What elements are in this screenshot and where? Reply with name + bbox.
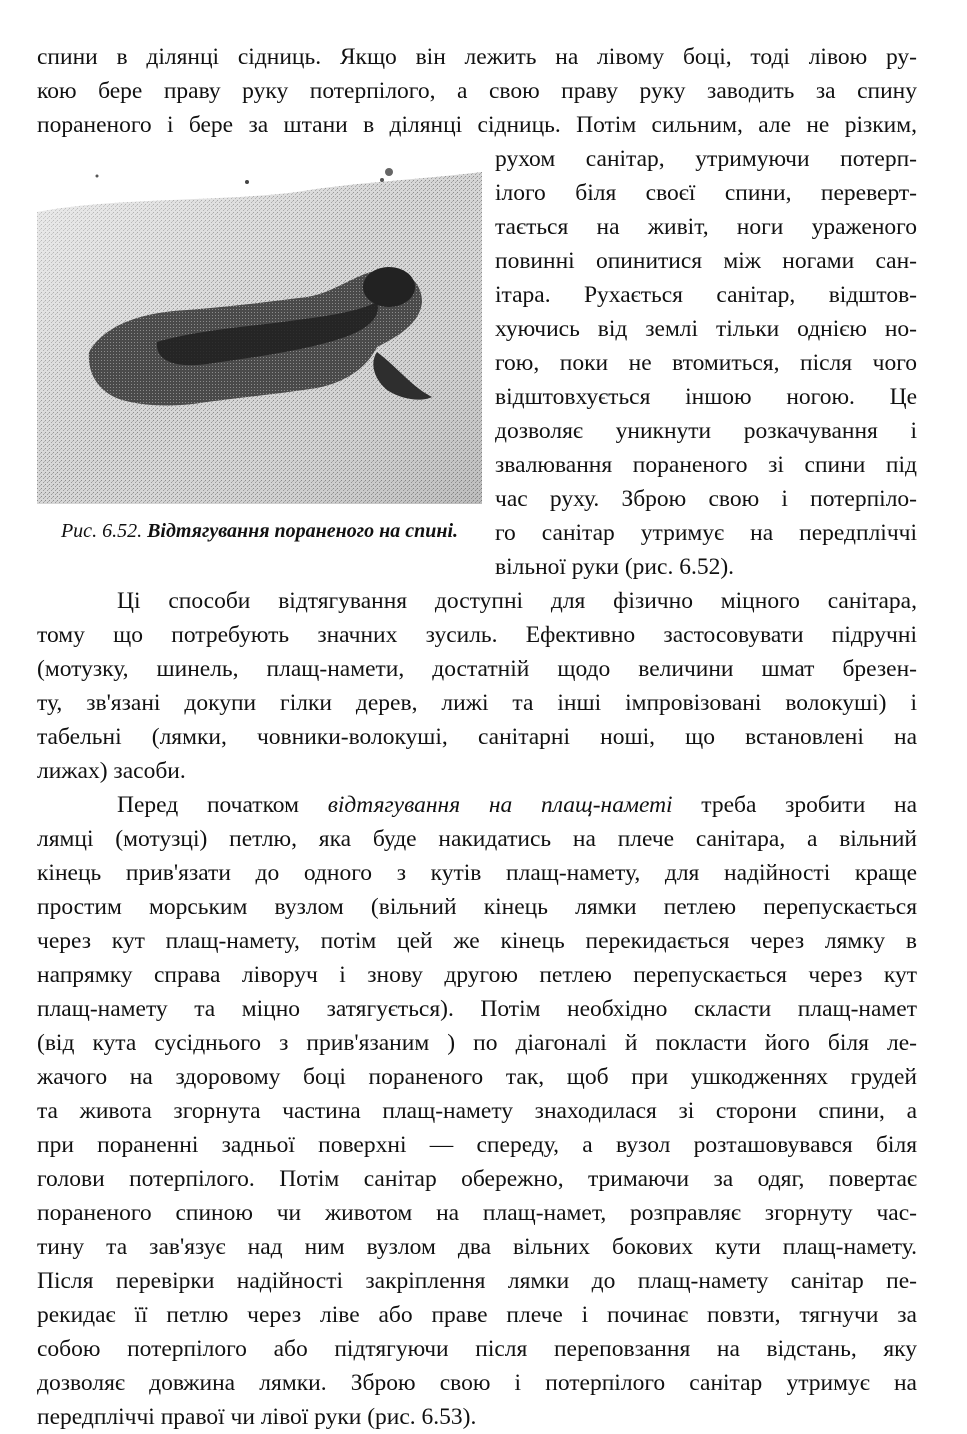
figure-caption bbox=[37, 516, 482, 546]
text-line: ітара. Рухається санітар, відштов- bbox=[495, 282, 917, 308]
text-line: спини в ділянці сідниць. Якщо він лежить на лівому боці, тоді лівою ру- bbox=[37, 44, 917, 70]
text-line: голови потерпілого. Потім санітар обережно, тримаючи за одяг, повертає bbox=[37, 1166, 917, 1192]
text-line: кою бере праву руку потерпілого, а свою праву руку заводить за спину bbox=[37, 78, 917, 104]
text-line: звалювання пораненого зі спини під bbox=[495, 452, 917, 478]
text-line: пораненого і бере за штани в ділянці сідниць. Потім сильним, але не різким, bbox=[37, 112, 917, 138]
text-line: табельні (лямки, човники-волокуші, санітарні ноші, що встановлені на bbox=[37, 724, 917, 750]
text-line: хуючись від землі тільки однією но- bbox=[495, 316, 917, 342]
text-line: ту, зв'язані докупи гілки дерев, лижі та інші імпровізовані волокуші) і bbox=[37, 690, 917, 716]
text-line: при пораненні задньої поверхні — спереду, а вузол розташовувався біля bbox=[37, 1132, 917, 1158]
text-line: простим морським вузлом (вільний кінець лямки петлею перепускається bbox=[37, 894, 917, 920]
soldier-dragging-image bbox=[37, 152, 482, 504]
text-span: треба зробити на bbox=[672, 792, 917, 818]
text-line: повинні опинитися між ногами сан- bbox=[495, 248, 917, 274]
text-line: дозволяє уникнути розкачування і bbox=[495, 418, 917, 444]
text-line: час руху. Зброю свою і потерпіло- bbox=[495, 486, 917, 512]
text-line: передпліччі правої чи лівої руки (рис. 6.53). bbox=[37, 1404, 477, 1430]
text-line: гою, поки не втомиться, після чого bbox=[495, 350, 917, 376]
text-line: плащ-намету та міцно затягується). Потім необхідно скласти плащ-намет bbox=[37, 996, 917, 1022]
text-line: (мотузку, шинель, плащ-намети, достатній щодо величини шмат брезен- bbox=[37, 656, 917, 682]
text-line: через кут плащ-намету, потім цей же кінець перекидається через лямку в bbox=[37, 928, 917, 954]
text-line: го санітар утримує на передпліччі bbox=[495, 520, 917, 546]
text-line: собою потерпілого або підтягуючи після переповзання на відстань, яку bbox=[37, 1336, 917, 1362]
text-line: напрямку справа ліворуч і знову другою петлею перепускається через кут bbox=[37, 962, 917, 988]
text-line: тому що потребують значних зусиль. Ефективно застосовувати підручні bbox=[37, 622, 917, 648]
text-line: ілого біля своєї спини, переверт- bbox=[495, 180, 917, 206]
text-line: тається на живіт, ноги ураженого bbox=[495, 214, 917, 240]
text-span: Перед початком bbox=[117, 792, 328, 818]
text-line: рекидає її петлю через ліве або праве плече і починає повзти, тягнучи за bbox=[37, 1302, 917, 1328]
italic-term: відтягування на плащ-наметі bbox=[327, 792, 673, 818]
text-line: лямці (мотузці) петлю, яка буде накидатись на плече санітара, а вільний bbox=[37, 826, 917, 852]
text-line: дозволяє довжина лямки. Зброю свою і потерпілого санітар утримує на bbox=[37, 1370, 917, 1396]
text-line: пораненого спиною чи животом на плащ-намет, розправляє згорнуту час- bbox=[37, 1200, 917, 1226]
text-line bbox=[117, 788, 917, 822]
figure-photo bbox=[37, 152, 482, 504]
text-line: вільної руки (рис. 6.52). bbox=[495, 554, 735, 580]
text-line: тину та зав'язує над ним вузлом два вільних бокових кути плащ-намету. bbox=[37, 1234, 917, 1260]
text-line: жачого на здоровому боці пораненого так, щоб при ушкодженнях грудей bbox=[37, 1064, 917, 1090]
caption-prefix: Рис. 6.52. bbox=[60, 520, 148, 542]
text-line: (від кута сусіднього з прив'язаним ) по діагоналі й покласти його біля ле- bbox=[37, 1030, 917, 1056]
text-line: Після перевірки надійності закріплення лямки до плащ-намету санітар пе- bbox=[37, 1268, 917, 1294]
text-line: лижах) засоби. bbox=[37, 758, 186, 784]
text-line: рухом санітар, утримуючи потерп- bbox=[495, 146, 917, 172]
text-line: Ці способи відтягування доступні для фізично міцного санітара, bbox=[117, 588, 917, 614]
caption-title: Відтягування пораненого на спині. bbox=[147, 520, 459, 542]
text-line: та живота згорнута частина плащ-намету знаходилася зі сторони спини, а bbox=[37, 1098, 917, 1124]
text-line: відштовхується іншою ногою. Це bbox=[495, 384, 917, 410]
text-line: кінець прив'язати до одного з кутів плащ-намету, для надійності краще bbox=[37, 860, 917, 886]
